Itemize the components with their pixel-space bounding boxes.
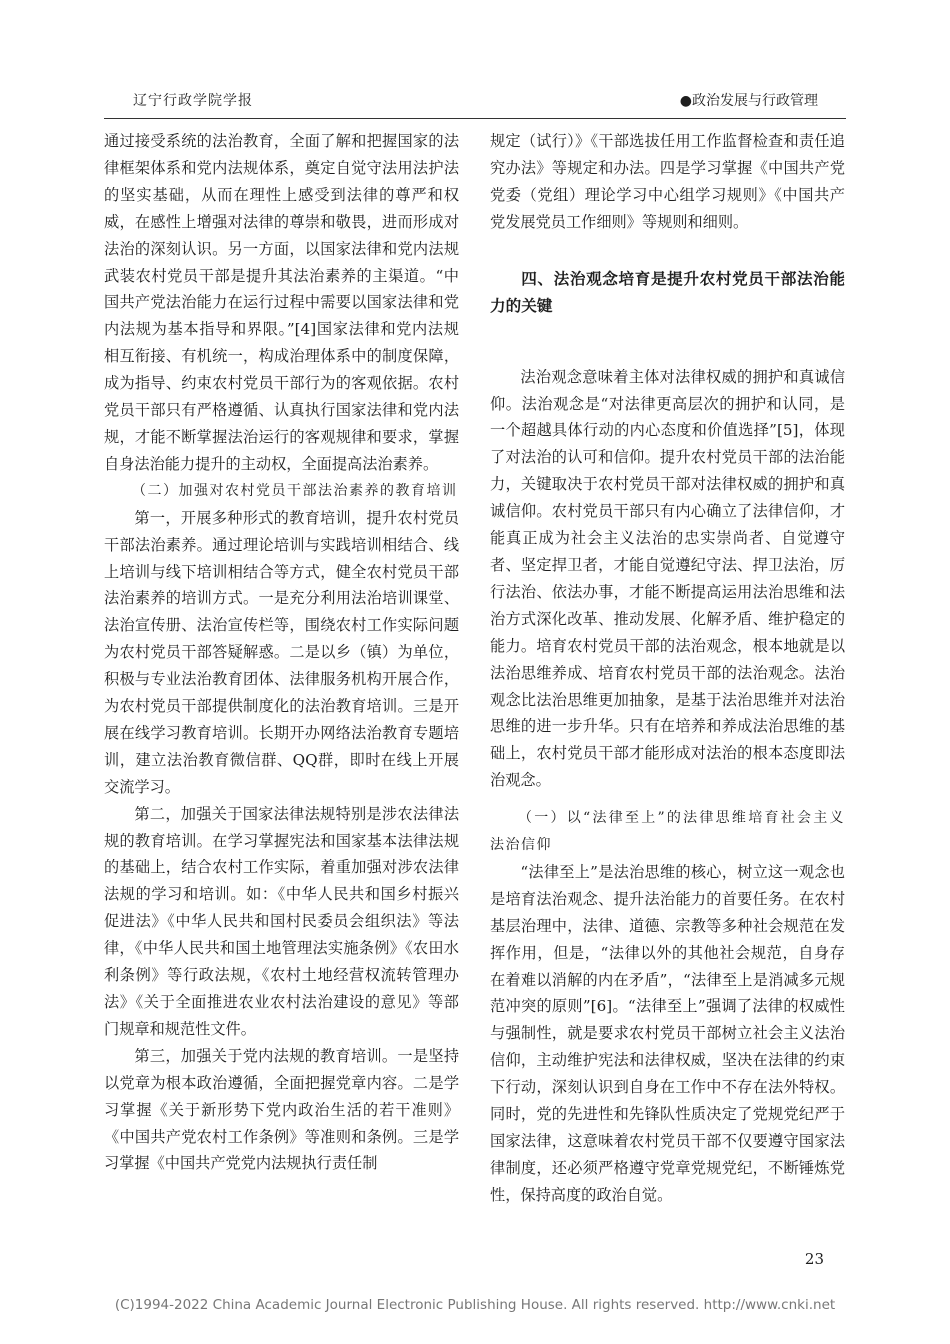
- right-paragraph-1: 规定（试行）》《干部选拔任用工作监督检查和责任追究办法》等规定和办法。四是学习掌握《中国共产党党委（党组）理论学习中心组学习规则》《中国共产党发展党员工作细则》等规则和细则。: [490, 132, 845, 231]
- right-column: [490, 128, 845, 1209]
- page-number: 23: [804, 1250, 824, 1268]
- right-paragraph-3: “法律至上”是法治思维的核心，树立这一观念也是培育法治观念、提升法治能力的首要任务。在农村基层治理中，法律、道德、宗教等多种社会规范在发挥作用，但是，“法律以外的其他社会规范，自身存在着难以消解的内在矛盾”，“法律至上是消减多元规范冲突的原则”[6]。“法律至上”强调了法律的权威性与强制性，就是要求农村党员干部树立社会主义法治信仰，主动维护宪法和法律权威，坚决在法律的约束下行动，深刻认识到自身在工作中不存在法外特权。同时，党的先进性和先锋队性质决定了党规党纪严于国家法律，这意味着农村党员干部不仅要遵守国家法律制度，还必须严格遵守党章党规党纪，不断锤炼党性，保持高度的政治自觉。: [490, 862, 845, 1204]
- left-paragraph-4: 第三，加强关于党内法规的教育培训。一是坚持以党章为根本政治遵循，全面把握党章内容。二是学习掌握《关于新形势下党内政治生活的若干准则》《中国共产党农村工作条例》等准则和条例。三是学习掌握《中国共产党党内法规执行责任制: [104, 1046, 459, 1173]
- right-paragraph-2: 法治观念意味着主体对法律权威的拥护和真诚信仰。法治观念是“对法律更高层次的拥护和认同，是一个超越具体行动的内心态度和价值选择”[5]，体现了对法治的认可和信仰。提升农村党员干部的法治能力，关键取决于农村党员干部对法律权威的拥护和真诚信仰。农村党员干部只有内心确立了法律信仰，才能真正成为社会主义法治的忠实崇尚者、自觉遵守者、坚定捍卫者，才能自觉遵纪守法、捍卫法治，厉行法治、依法办事，才能不断提高运用法治思维和法治方式深化改革、推动发展、化解矛盾、维护稳定的能力。培育农村党员干部的法治观念，根本地就是以法治思维养成、培育农村党员干部的法治观念。法治观念比法治思维更加抽象，是基于法治思维并对法治思维的进一步升华。只有在培养和养成法治思维的基础上，农村党员干部才能形成对法治的根本态度即法治观念。: [490, 367, 845, 790]
- left-column: [104, 128, 459, 1177]
- left-paragraph-1: 通过接受系统的法治教育，全面了解和把握国家的法律框架体系和党内法规体系，奠定自觉守法用法护法的坚实基础，从而在理性上感受到法律的尊严和权威，在感性上增强对法律的尊崇和敬畏，进而形成对法治的深刻认识。另一方面，以国家法律和党内法规武装农村党员干部是提升其法治素养的主渠道。“中国共产党法治能力在运行过程中需要以国家法律和党内法规为基本指导和界限。”[4]国家法律和党内法规相互衔接、有机统一，构成治理体系中的制度保障，成为指导、约束农村党员干部行为的客观依据。农村党员干部只有严格遵循、认真执行国家法律和党内法规，才能不断掌握法治运行的客观规律和要求，掌握自身法治能力提升的主动权，全面提高法治素养。: [104, 132, 459, 473]
- header-divider: [104, 118, 846, 119]
- subheading-2: （二）加强对农村党员干部法治素养的教育培训: [132, 482, 458, 499]
- left-paragraph-2: 第一，开展多种形式的教育培训，提升农村党员干部法治素养。通过理论培训与实践培训相结合、线上培训与线下培训相结合等方式，健全农村党员干部法治素养的培训方式。一是充分利用法治培训课堂、法治宣传册、法治宣传栏等，围绕农村工作实际问题为农村党员干部答疑解惑。二是以乡（镇）为单位，积极与专业法治教育团体、法律服务机构开展合作，为农村党员干部提供制度化的法治教育培训。三是开展在线学习教育培训。长期开办网络法治教育专题培训，建立法治教育微信群、QQ群，即时在线上开展交流学习。: [104, 508, 459, 796]
- journal-title: 辽宁行政学院学报: [133, 93, 253, 109]
- copyright-footer: (C)1994-2022 China Academic Journal Electronic Publishing House. All rights reserved. http://www.cnki.net: [114, 1297, 836, 1313]
- section-heading-4: 四、法治观念培育是提升农村党员干部法治能力的关键: [490, 269, 845, 315]
- subheading-1: （一）以“法律至上”的法律思维培育社会主义法治信仰: [490, 810, 845, 854]
- section-title: ●政治发展与行政管理: [679, 93, 818, 109]
- left-paragraph-3: 第二，加强关于国家法律法规特别是涉农法律法规的教育培训。在学习掌握宪法和国家基本法律法规的基础上，结合农村工作实际，着重加强对涉农法律法规的学习和培训。如：《中华人民共和国乡村振兴促进法》《中华人民共和国村民委员会组织法》等法律，《中华人民共和国土地管理法实施条例》《农田水利条例》等行政法规，《农村土地经营权流转管理办法》《关于全面推进农业农村法治建设的意见》等部门规章和规范性文件。: [104, 804, 459, 1038]
